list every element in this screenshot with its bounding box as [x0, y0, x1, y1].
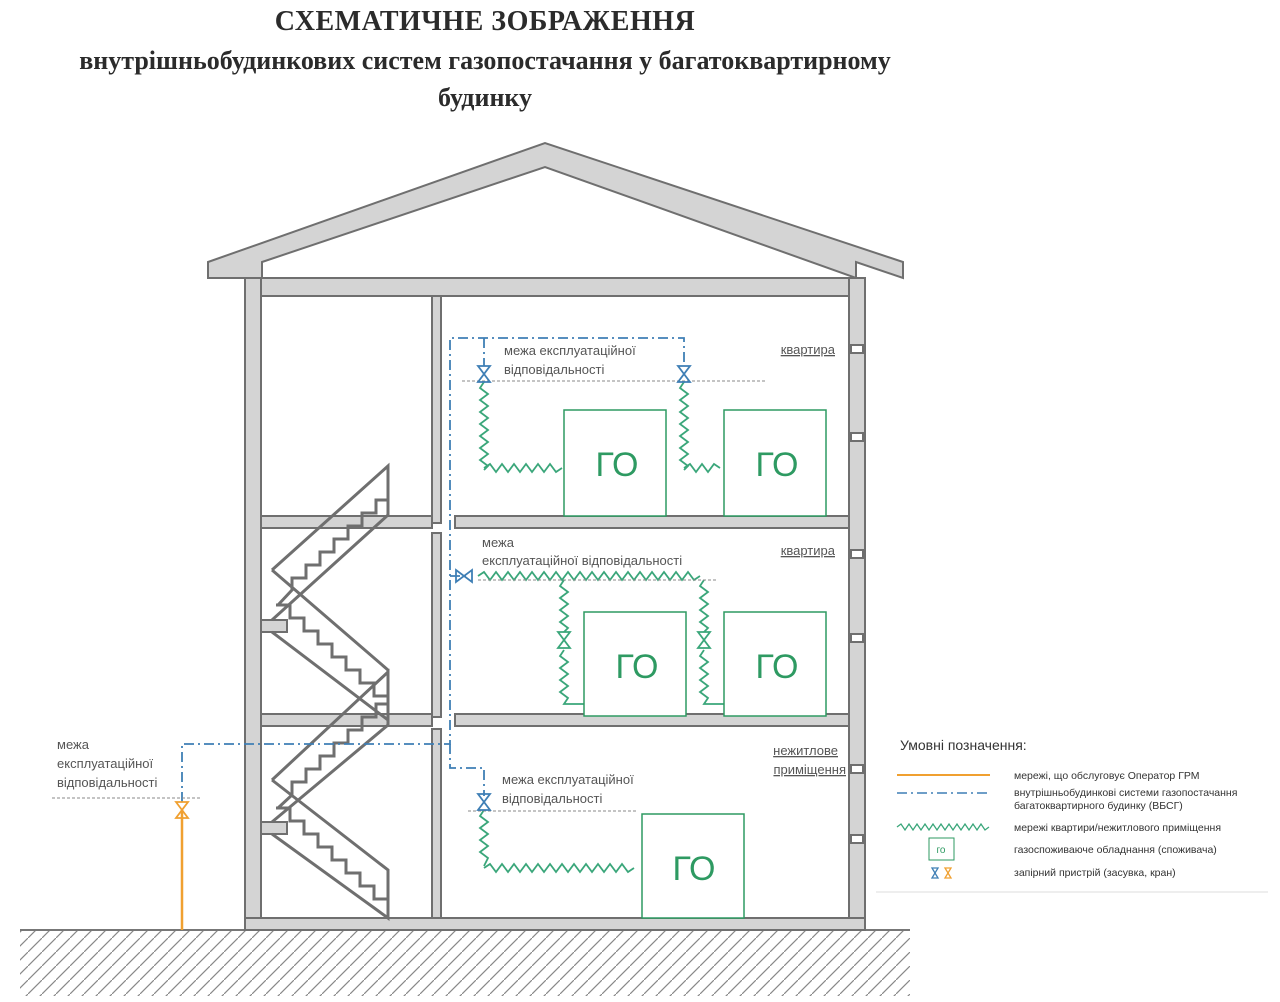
appliance-label: ГО	[672, 850, 716, 888]
legend-vbsg-1: внутрішньобудинкові системи газопостачання	[1014, 787, 1238, 799]
room-label-floor1-b: приміщення	[773, 762, 846, 777]
boundary-label: відповідальності	[57, 775, 158, 790]
appliance-label: ГО	[755, 648, 799, 686]
valve-icon	[932, 868, 938, 878]
boundary-label: межа	[57, 737, 89, 752]
valve-icon	[945, 868, 951, 878]
ground	[20, 930, 910, 996]
boundary-label: межа експлуатаційної	[502, 772, 634, 787]
legend-vbsg-2: багатоквартирного будинку (ВБСГ)	[1014, 800, 1183, 812]
boundary-label: відповідальності	[504, 362, 605, 377]
boundary-label: межа	[482, 535, 514, 550]
boundary-label: експлуатаційної	[57, 756, 154, 771]
room-label-floor3: квартира	[780, 342, 835, 357]
appliance-label: ГО	[615, 648, 659, 686]
appliance-label: ГО	[595, 446, 639, 484]
roof-shape	[208, 143, 903, 296]
page-subtitle-cont: будинку	[437, 83, 533, 112]
boundary-label: експлуатаційної відповідальності	[482, 553, 683, 568]
page-title: СХЕМАТИЧНЕ ЗОБРАЖЕННЯ	[274, 6, 696, 37]
legend-appliance: газоспоживаюче обладнання (споживача)	[1014, 844, 1217, 856]
room-label-floor1-a: нежитлове	[773, 743, 838, 758]
boundary-label: відповідальності	[502, 791, 603, 806]
legend-valve: запірний пристрій (засувка, кран)	[1014, 867, 1176, 879]
legend-appliance-icon: го	[936, 845, 946, 856]
legend	[876, 737, 1268, 892]
legend-heading: Умовні позначення:	[900, 737, 1027, 753]
legend-operator: мережі, що обслуговує Оператор ГРМ	[1014, 770, 1200, 782]
stairs-shape	[272, 466, 388, 918]
room-label-floor2: квартира	[780, 543, 835, 558]
page-subtitle: внутрішньобудинкових систем газопостачання у багатоквартирному	[79, 46, 891, 75]
appliance-label: ГО	[755, 446, 799, 484]
legend-apartment: мережі квартири/нежитлового приміщення	[1014, 822, 1222, 834]
legend-apartment-swatch	[897, 824, 989, 830]
boundary-label: межа експлуатаційної	[504, 343, 636, 358]
